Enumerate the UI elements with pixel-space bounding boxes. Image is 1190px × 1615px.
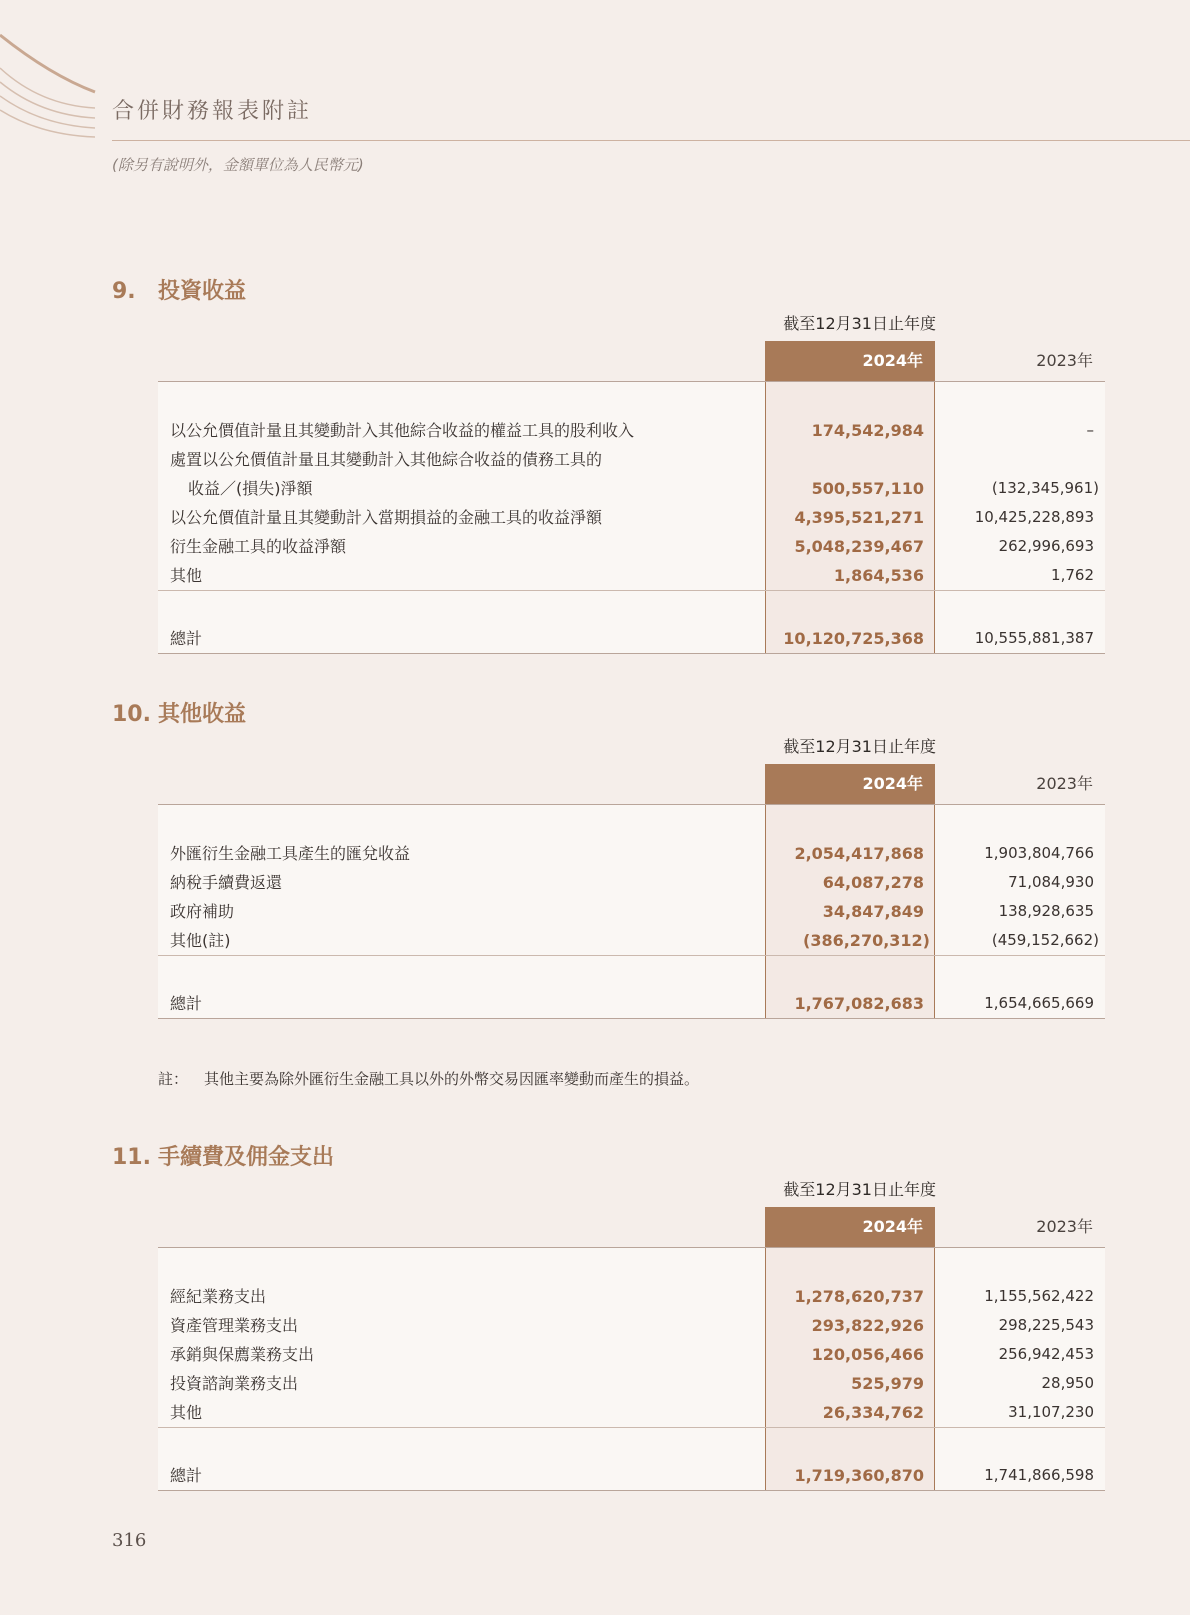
column-headers (158, 341, 1105, 382)
value-2024: 4,395,521,271 (794, 508, 924, 527)
row-label: 以公允價值計量且其變動計入當期損益的金融工具的收益淨額 (170, 508, 603, 527)
row-label: 其他 (170, 1403, 203, 1422)
table-row (158, 868, 1105, 897)
section-investment-income (112, 275, 1105, 648)
table-row (158, 532, 1105, 561)
total-2024: 1,767,082,683 (794, 994, 924, 1013)
section-title: 手續費及佣金支出 (158, 1145, 335, 1170)
row-label: 其他(註) (170, 931, 231, 950)
total-row (158, 1461, 1105, 1490)
page-number: 316 (112, 1530, 147, 1551)
section-heading (112, 698, 1105, 732)
table-row (158, 1311, 1105, 1340)
total-label: 總計 (170, 629, 203, 648)
value-2024: 5,048,239,467 (794, 537, 924, 556)
value-2023: 31,107,230 (1008, 1403, 1094, 1421)
value-2023: 28,950 (1041, 1374, 1094, 1392)
row-label: 以公允價值計量且其變動計入其他綜合收益的權益工具的股利收入 (170, 421, 635, 440)
total-2023: 10,555,881,387 (974, 629, 1094, 647)
table-body (158, 805, 1105, 1019)
table-row (158, 926, 1105, 955)
row-label: 納稅手續費返還 (170, 873, 283, 892)
table-row (158, 561, 1105, 590)
value-2023: 138,928,635 (998, 902, 1094, 920)
table-row (158, 897, 1105, 926)
period-label: 截至12月31日止年度 (783, 314, 936, 333)
total-label: 總計 (170, 994, 203, 1013)
total-2023: 1,654,665,669 (984, 994, 1094, 1012)
row-label: 處置以公允價值計量且其變動計入其他綜合收益的債務工具的 (170, 450, 603, 469)
row-label: 投資諮詢業務支出 (170, 1374, 299, 1393)
section-other-income (112, 698, 1105, 1013)
value-2024: 525,979 (851, 1374, 924, 1393)
row-label: 政府補助 (170, 902, 235, 921)
value-2023: 10,425,228,893 (974, 508, 1094, 526)
footnote (158, 1068, 699, 1089)
value-2023: 1,903,804,766 (984, 844, 1094, 862)
footnote-text: 其他主要為除外匯衍生金融工具以外的外幣交易因匯率變動而產生的損益。 (204, 1070, 700, 1088)
total-label: 總計 (170, 1466, 203, 1485)
value-2023: 256,942,453 (998, 1345, 1094, 1363)
col-header-2024: 2024年 (765, 1207, 935, 1247)
decorative-arcs (0, 0, 110, 140)
total-2023: 1,741,866,598 (984, 1466, 1094, 1484)
subtotal-divider (158, 955, 1105, 956)
table-row (158, 416, 1105, 445)
subtotal-divider (158, 1427, 1105, 1428)
value-2024: (386,270,312) (803, 931, 930, 950)
table-row (158, 1282, 1105, 1311)
footnote-tag: 註： (158, 1070, 189, 1088)
value-2024: 34,847,849 (822, 902, 924, 921)
total-row (158, 989, 1105, 1018)
page-header-subtitle: (除另有說明外，金額單位為人民幣元) (112, 156, 364, 174)
table-row (158, 503, 1105, 532)
value-2023: 1,155,562,422 (984, 1287, 1094, 1305)
value-2023: 71,084,930 (1008, 873, 1094, 891)
row-label: 其他 (170, 566, 203, 585)
col-header-2023: 2023年 (1036, 351, 1093, 370)
subtotal-divider (158, 590, 1105, 591)
column-headers (158, 1207, 1105, 1248)
value-2024: 1,278,620,737 (794, 1287, 924, 1306)
table-body (158, 1248, 1105, 1491)
section-title: 其他收益 (158, 702, 247, 727)
row-label: 經紀業務支出 (170, 1287, 267, 1306)
value-2023: (132,345,961) (991, 479, 1099, 497)
value-2023: (459,152,662) (991, 931, 1099, 949)
section-number: 9. (112, 279, 136, 304)
section-heading (112, 275, 1105, 309)
period-label: 截至12月31日止年度 (783, 1180, 936, 1199)
value-2023: 1,762 (1051, 566, 1094, 584)
value-2024: 2,054,417,868 (794, 844, 924, 863)
row-label: 衍生金融工具的收益淨額 (170, 537, 347, 556)
section-heading (112, 1141, 1105, 1175)
table-row (158, 1398, 1105, 1427)
period-label: 截至12月31日止年度 (783, 737, 936, 756)
col-header-2023: 2023年 (1036, 1217, 1093, 1236)
value-2024: 174,542,984 (811, 421, 924, 440)
table-body (158, 382, 1105, 654)
section-title: 投資收益 (158, 279, 247, 304)
table-row (158, 839, 1105, 868)
value-2023: 262,996,693 (998, 537, 1094, 555)
value-2024: 293,822,926 (811, 1316, 924, 1335)
column-headers (158, 764, 1105, 805)
header-divider (112, 140, 1190, 141)
row-label: 承銷與保薦業務支出 (170, 1345, 315, 1364)
value-2024: 120,056,466 (811, 1345, 924, 1364)
value-2024: 26,334,762 (822, 1403, 924, 1422)
value-2024: 64,087,278 (822, 873, 924, 892)
col-header-2024: 2024年 (765, 341, 935, 381)
section-fee-commission-expense (112, 1141, 1105, 1485)
value-2024: 500,557,110 (811, 479, 924, 498)
table-row (158, 474, 1105, 503)
table-row (158, 1369, 1105, 1398)
table-row (158, 1340, 1105, 1369)
value-2024: 1,864,536 (833, 566, 924, 585)
total-row (158, 624, 1105, 653)
page-header-title: 合併財務報表附註 (112, 99, 313, 124)
section-number: 10. (112, 702, 151, 727)
row-label: 資產管理業務支出 (170, 1316, 299, 1335)
section-number: 11. (112, 1145, 151, 1170)
table-row (158, 445, 1105, 474)
row-label: 外匯衍生金融工具產生的匯兌收益 (170, 844, 411, 863)
col-header-2024: 2024年 (765, 764, 935, 804)
total-2024: 10,120,725,368 (783, 629, 924, 648)
total-2024: 1,719,360,870 (794, 1466, 924, 1485)
col-header-2023: 2023年 (1036, 774, 1093, 793)
value-2023: – (1086, 421, 1094, 439)
row-label: 收益／(損失)淨額 (188, 479, 313, 498)
value-2023: 298,225,543 (998, 1316, 1094, 1334)
